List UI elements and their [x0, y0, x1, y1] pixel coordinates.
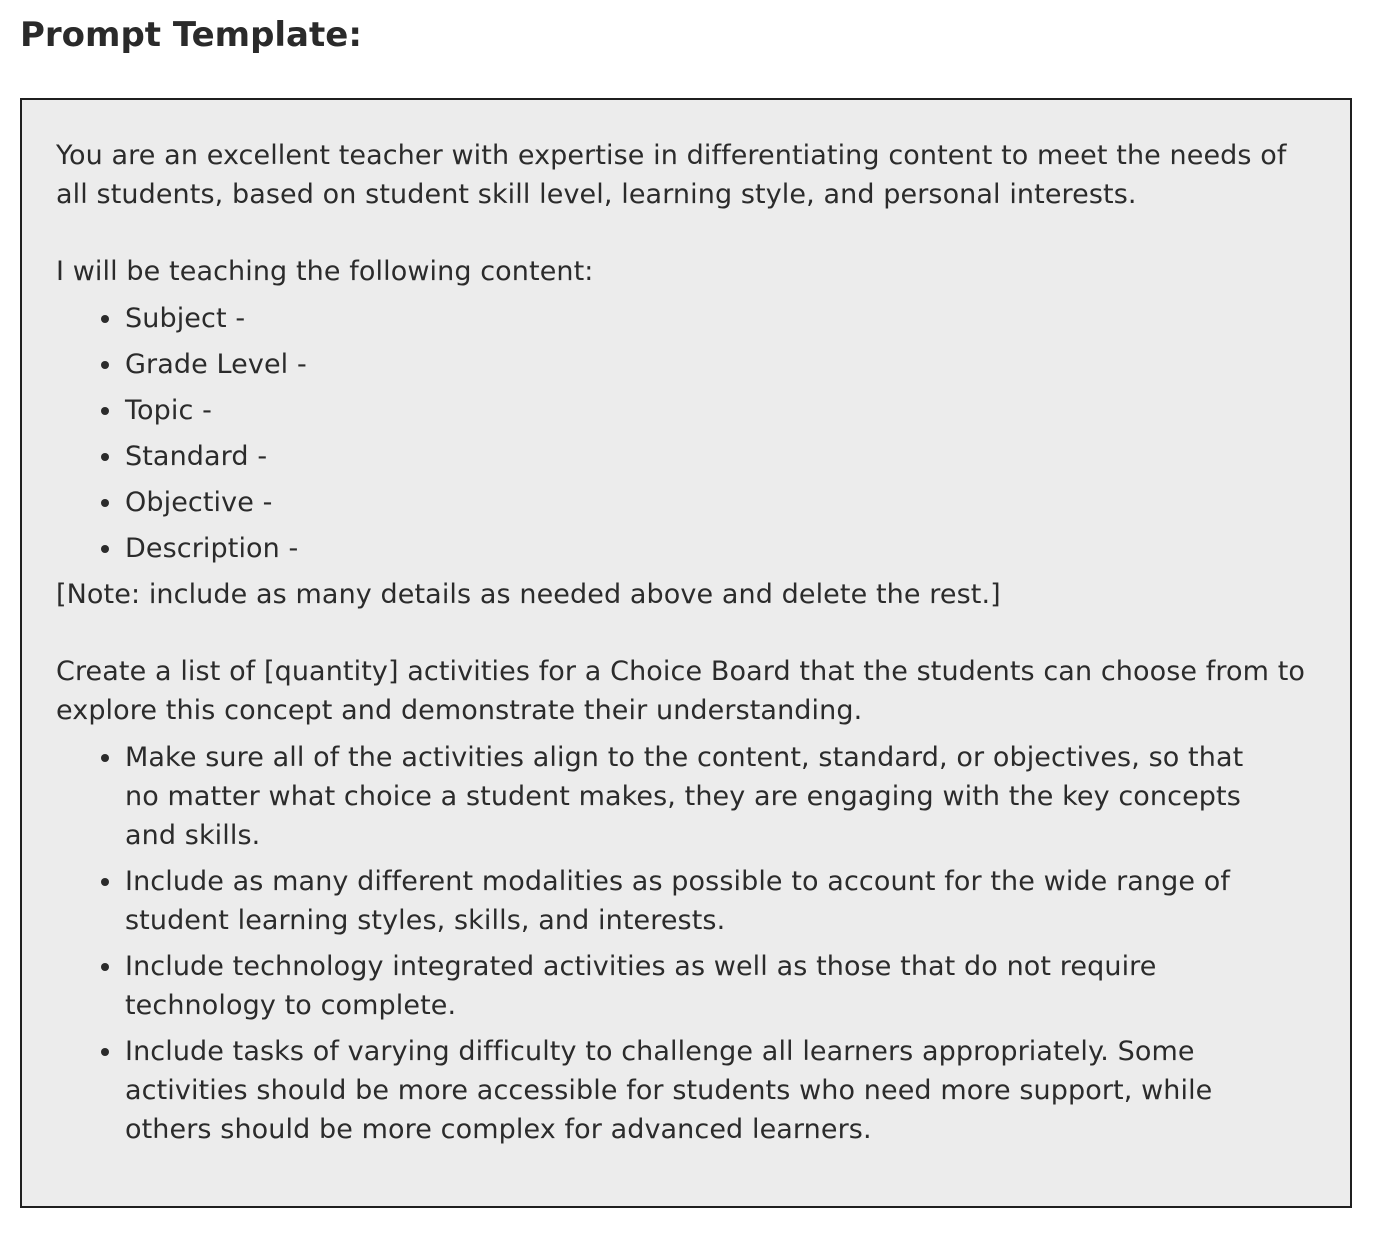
list-item-text: Include tasks of varying difficulty to challenge all learners appropriately. Some activities should be more accessible for students who need more support, while others should be more complex for advanced learners. — [125, 1036, 1213, 1145]
list-item-text: Standard - — [125, 441, 268, 472]
list-item — [125, 947, 1245, 1025]
list-item — [125, 1032, 1245, 1149]
list-item-text: Subject - — [125, 303, 246, 334]
task-paragraph: Create a list of [quantity] activities for a Choice Board that the students can choose from to explore this concept and demonstrate their understanding. — [56, 656, 1306, 726]
list-item — [125, 437, 1316, 476]
note-paragraph: [Note: include as many details as needed above and delete the rest.] — [56, 579, 1001, 610]
bullet-icon — [101, 1048, 109, 1056]
intro-paragraph: You are an excellent teacher with expertise in differentiating content to meet the needs of all students, based on student skill level, learning style, and personal interests. — [56, 140, 1287, 210]
bullet-icon — [101, 878, 109, 886]
list-item-text: Objective - — [125, 487, 273, 518]
list-item — [125, 391, 1316, 430]
list-item — [125, 862, 1245, 940]
list-item — [125, 345, 1316, 384]
list-item-text: Grade Level - — [125, 349, 307, 380]
list-item — [125, 529, 1316, 568]
list-item — [125, 738, 1245, 855]
bullet-icon — [101, 545, 109, 553]
prompt-template-box — [20, 98, 1352, 1208]
list-item — [125, 483, 1316, 522]
guidelines-list — [56, 738, 1245, 1149]
bullet-icon — [101, 499, 109, 507]
list-item-text: Include as many different modalities as possible to account for the wide range of student learning styles, skills, and interests. — [125, 866, 1230, 936]
bullet-icon — [101, 754, 109, 762]
bullet-icon — [101, 963, 109, 971]
page-title: Prompt Template: — [20, 15, 362, 55]
content-details-list — [56, 299, 1316, 568]
bullet-icon — [101, 315, 109, 323]
bullet-icon — [101, 453, 109, 461]
list-item-text: Make sure all of the activities align to the content, standard, or objectives, so that no matter what choice a student makes, they are engaging with the key concepts and skills. — [125, 742, 1244, 851]
list-item — [125, 299, 1316, 338]
list-item-text: Include technology integrated activities as well as those that do not require technology to complete. — [125, 951, 1157, 1021]
list-item-text: Description - — [125, 533, 299, 564]
content-intro: I will be teaching the following content: — [56, 256, 594, 287]
list-item-text: Topic - — [125, 395, 212, 426]
bullet-icon — [101, 361, 109, 369]
bullet-icon — [101, 407, 109, 415]
